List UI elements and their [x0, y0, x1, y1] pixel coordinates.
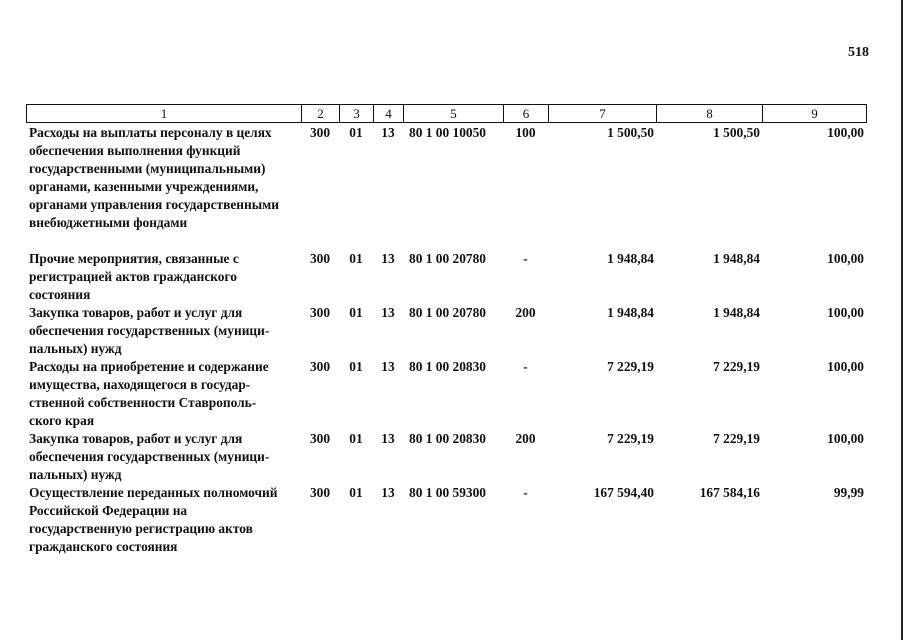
expense-name-line: ственной собственности Ставрополь-	[29, 395, 257, 410]
planned-amount: 7 229,19	[607, 359, 654, 374]
expense-name-line: гражданского состояния	[29, 539, 178, 554]
spacer-cell	[26, 232, 866, 250]
expense-type-code: -	[523, 359, 528, 374]
expense-name-line: государственную регистрацию актов	[29, 521, 253, 536]
header-col-5: 5	[404, 105, 504, 123]
ministry-code: 300	[309, 431, 331, 446]
expense-name	[26, 250, 301, 304]
target-article-code: 80 1 00 20830	[409, 359, 486, 374]
page-number: 518	[848, 45, 869, 60]
expense-name-line: обеспечения государственных (муници-	[29, 323, 270, 338]
execution-percent: 100,00	[827, 359, 864, 374]
expense-type-code: -	[523, 251, 528, 266]
header-col-6: 6	[504, 105, 549, 123]
expense-name	[26, 484, 301, 556]
expense-name	[26, 124, 301, 232]
expense-name-line: Расходы на приобретение и содержание	[29, 359, 269, 374]
expense-name-line: Расходы на выплаты персоналу в целях	[29, 125, 272, 140]
section-code: 01	[349, 305, 363, 320]
header-col-1: 1	[27, 105, 302, 123]
ministry-code: 300	[309, 485, 331, 500]
expense-name-line: Закупка товаров, работ и услуг для	[29, 431, 243, 446]
section-code: 01	[349, 485, 363, 500]
expense-name-line: Осуществление переданных полномочий	[29, 485, 278, 500]
subsection-code: 13	[381, 431, 395, 446]
header-col-7: 7	[549, 105, 657, 123]
section-code: 01	[349, 431, 363, 446]
executed-amount: 7 229,19	[713, 431, 760, 446]
subsection-code: 13	[381, 251, 395, 266]
executed-amount: 1 948,84	[713, 251, 760, 266]
header-col-3: 3	[340, 105, 374, 123]
header-col-9: 9	[763, 105, 867, 123]
execution-percent: 100,00	[827, 251, 864, 266]
expense-name-line: регистрацией актов гражданского	[29, 269, 237, 284]
expense-name-line: государственными (муниципальными)	[29, 161, 266, 176]
executed-amount: 167 584,16	[699, 485, 760, 500]
execution-percent: 99,99	[833, 485, 864, 500]
ministry-code: 300	[309, 125, 331, 140]
expense-name-line: внебюджетными фондами	[29, 215, 188, 230]
table-row	[26, 484, 866, 556]
expense-name-line: обеспечения выполнения функций	[29, 143, 241, 158]
expense-name	[26, 430, 301, 484]
ministry-code: 300	[309, 305, 331, 320]
target-article-code: 80 1 00 10050	[409, 125, 486, 140]
execution-percent: 100,00	[827, 431, 864, 446]
execution-percent: 100,00	[827, 125, 864, 140]
header-col-8: 8	[657, 105, 763, 123]
target-article-code: 80 1 00 59300	[409, 485, 486, 500]
table-row	[26, 124, 866, 232]
expense-type-code: -	[523, 485, 528, 500]
expense-type-code: 200	[515, 305, 536, 320]
target-article-code: 80 1 00 20780	[409, 251, 486, 266]
planned-amount: 1 500,50	[607, 125, 654, 140]
planned-amount: 7 229,19	[607, 431, 654, 446]
table-row	[26, 430, 866, 484]
expense-name-line: органами управления государственными	[29, 197, 279, 212]
section-code: 01	[349, 125, 363, 140]
expense-name-line: Закупка товаров, работ и услуг для	[29, 305, 243, 320]
expense-name-line: пальных) нужд	[29, 467, 122, 482]
table-row	[26, 250, 866, 304]
expense-type-code: 100	[515, 125, 536, 140]
table-row	[26, 304, 866, 358]
ministry-code: 300	[309, 251, 331, 266]
executed-amount: 1 948,84	[713, 305, 760, 320]
expense-name-line: Российской Федерации на	[29, 503, 188, 518]
executed-amount: 1 500,50	[713, 125, 760, 140]
planned-amount: 1 948,84	[607, 251, 654, 266]
expense-name-line: имущества, находящегося в государ-	[29, 377, 251, 392]
expense-type-code: 200	[515, 431, 536, 446]
expense-name	[26, 304, 301, 358]
expense-name	[26, 358, 301, 430]
execution-percent: 100,00	[827, 305, 864, 320]
expense-name-line: пальных) нужд	[29, 341, 122, 356]
target-article-code: 80 1 00 20780	[409, 305, 486, 320]
expense-name-line: органами, казенными учреждениями,	[29, 179, 259, 194]
planned-amount: 167 594,40	[593, 485, 654, 500]
expense-name-line: обеспечения государственных (муници-	[29, 449, 270, 464]
expense-name-line: состояния	[29, 287, 91, 302]
expense-name-line: ского края	[29, 413, 95, 428]
planned-amount: 1 948,84	[607, 305, 654, 320]
expense-name-line: Прочие мероприятия, связанные с	[29, 251, 239, 266]
column-number-header	[26, 104, 867, 123]
header-col-2: 2	[302, 105, 340, 123]
executed-amount: 7 229,19	[713, 359, 760, 374]
subsection-code: 13	[381, 485, 395, 500]
subsection-code: 13	[381, 125, 395, 140]
table-row	[26, 358, 866, 430]
subsection-code: 13	[381, 305, 395, 320]
subsection-code: 13	[381, 359, 395, 374]
budget-table-body	[26, 124, 866, 556]
section-code: 01	[349, 251, 363, 266]
section-code: 01	[349, 359, 363, 374]
spacer-row	[26, 232, 866, 250]
target-article-code: 80 1 00 20830	[409, 431, 486, 446]
header-col-4: 4	[374, 105, 404, 123]
ministry-code: 300	[309, 359, 331, 374]
